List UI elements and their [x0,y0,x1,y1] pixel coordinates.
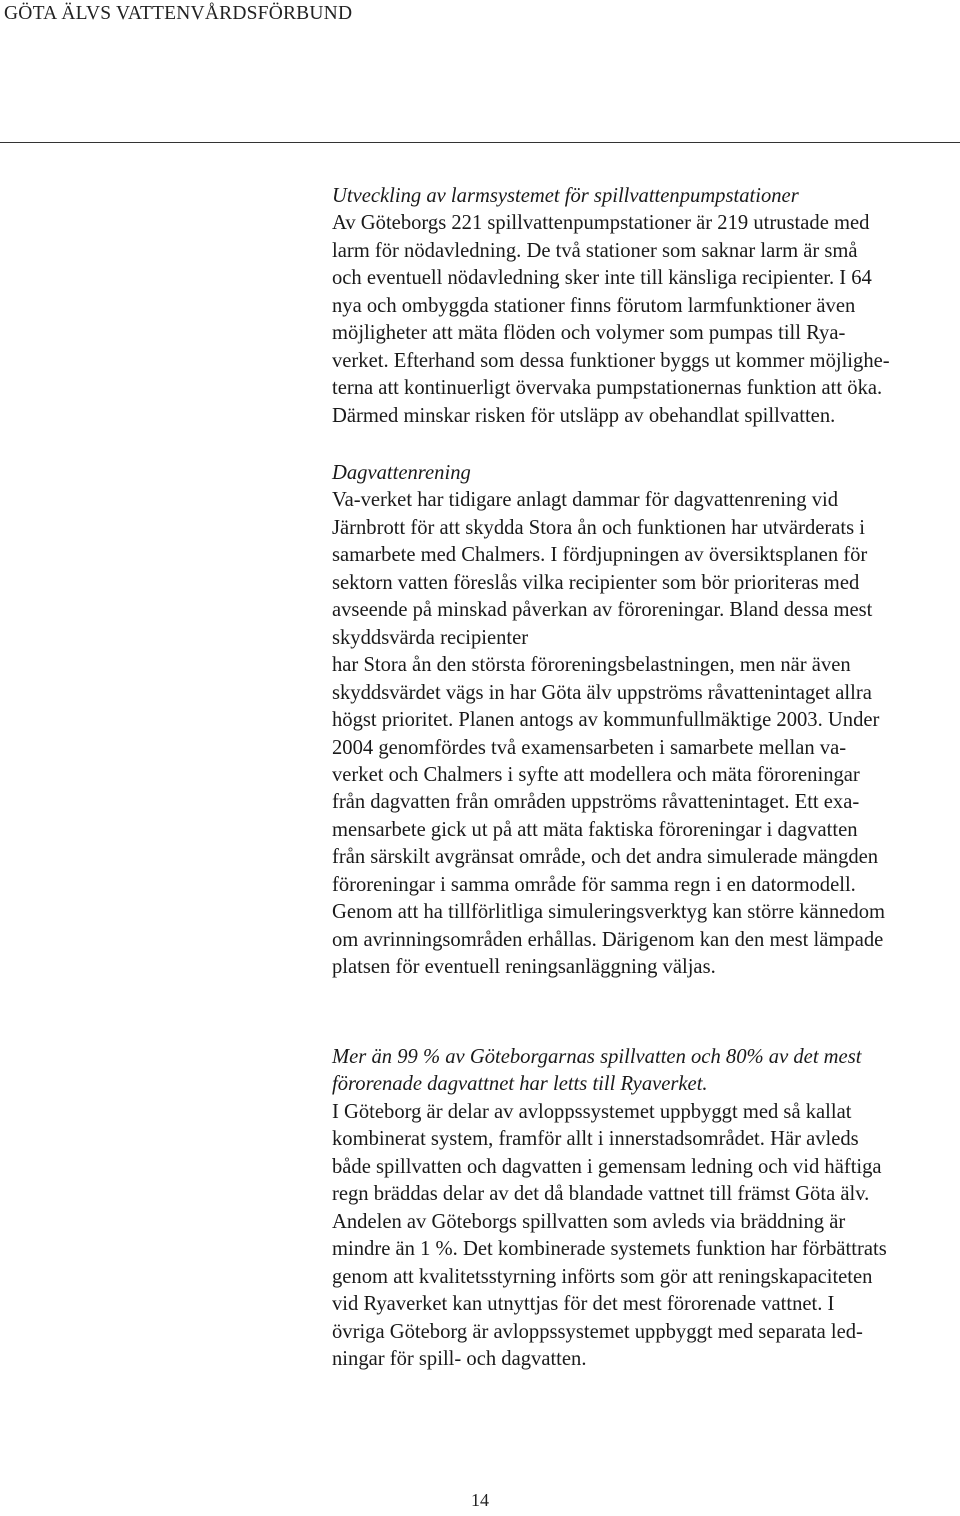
body-line: möjligheter att mäta flöden och volymer som pumpas till Rya- [332,322,846,345]
body-line: övriga Göteborg är avloppssystemet uppbyggt med separata led- [332,1320,863,1343]
body-line: om avrinningsområden erhållas. Därigenom kan den mest lämpade [332,928,884,951]
body-line: Andelen av Göteborgs spillvatten som avleds via bräddning är [332,1210,846,1233]
header-rule [0,142,960,143]
section-dagvattenrening [332,460,954,982]
section-heading: Utveckling av larmsystemet för spillvattenpumpstationer [332,185,799,207]
body-line: Därmed minskar risken för utsläpp av obehandlat spillvatten. [332,404,836,427]
body-line: platsen för eventuell reningsanläggning väljas. [332,956,716,979]
body-line: skyddsvärda recipienter [332,626,529,649]
body-line: genom att kvalitetsstyrning införts som gör att reningskapaciteten [332,1265,873,1288]
body-line: från särskilt avgränsat område, och det andra simulerade mängden [332,846,879,869]
body-line: föroreningar i samma område för samma regn i en datormodell. [332,873,856,896]
body-line: Genom att ha tillförlitliga simuleringsverktyg kan större kännedom [332,901,886,924]
body-line: avseende på minskad påverkan av föroreningar. Bland dessa mest [332,599,873,622]
body-line: från dagvatten från områden uppströms råvattenintaget. Ett exa- [332,791,860,814]
body-line: skyddsvärdet vägs in har Göta älv uppströms råvattenintaget allra [332,681,872,704]
section-heading: förorenade dagvattnet har letts till Ryaverket. [332,1073,708,1096]
body-line: kombinerat system, framför allt i innerstadsområdet. Här avleds [332,1128,859,1151]
page-number: 14 [471,1490,489,1510]
body-line: och eventuell nödavledning sker inte till känsliga recipienter. I 64 [332,267,872,290]
running-header: GÖTA ÄLVS VATTENVÅRDSFÖRBUND [4,3,353,24]
body-line: larm för nödavledning. De två stationer som saknar larm är små [332,239,858,262]
body-line: har Stora ån den största föroreningsbelastningen, men när även [332,654,851,677]
body-line: samarbete med Chalmers. I fördjupningen av översiktsplanen för [332,544,868,567]
body-line: både spillvatten och dagvatten i gemensam ledning och vid häftiga [332,1155,882,1178]
body-line: ningar för spill- och dagvatten. [332,1347,587,1370]
body-line: Järnbrott för att skydda Stora ån och funktionen har utvärderats i [332,516,865,539]
body-line: I Göteborg är delar av avloppssystemet uppbyggt med så kallat [332,1100,852,1123]
body-line: terna att kontinuerligt övervaka pumpstationernas funktion att öka. [332,377,883,400]
body-line: högst prioritet. Planen antogs av kommunfullmäktige 2003. Under [332,709,880,732]
body-line: verket och Chalmers i syfte att modellera och mäta föroreningar [332,763,860,786]
body-line: regn bräddas delar av det då blandade vattnet till främst Göta älv. [332,1183,870,1206]
section-larmsystem [332,183,954,430]
body-line: mindre än 1 %. Det kombinerade systemets funktion har förbättrats [332,1238,887,1261]
section-heading: Dagvattenrening [332,462,471,484]
body-line: nya och ombyggda stationer finns förutom larmfunktioner även [332,294,856,317]
body-line: verket. Efterhand som dessa funktioner byggs ut kommer möjlighe- [332,349,890,372]
section-ryaverket [332,1044,954,1373]
body-line: 2004 genomfördes två examensarbeten i samarbete mellan va- [332,736,847,759]
body-line: sektorn vatten föreslås vilka recipienter som bör prioriteras med [332,571,860,594]
body-line: vid Ryaverket kan utnyttjas för det mest förorenade vattnet. I [332,1293,835,1316]
section-heading: Mer än 99 % av Göteborgarnas spillvatten och 80% av det mest [332,1046,862,1068]
body-line: Va-verket har tidigare anlagt dammar för dagvattenrening vid [332,489,839,512]
body-line: mensarbete gick ut på att mäta faktiska föroreningar i dagvatten [332,818,858,841]
body-line: Av Göteborgs 221 spillvattenpumpstationer är 219 utrustade med [332,212,870,235]
